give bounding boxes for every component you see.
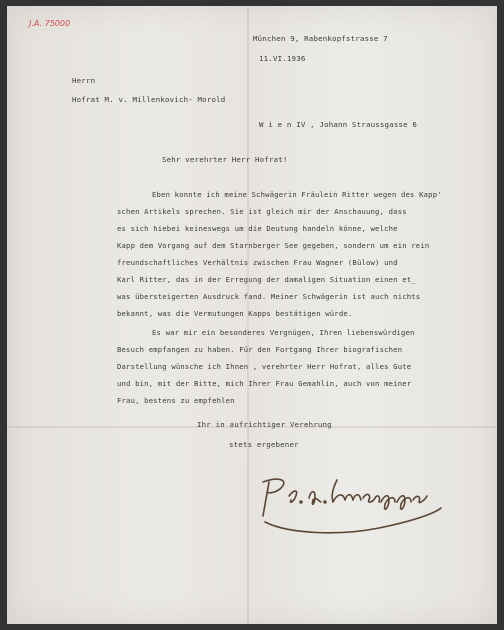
- body-line: es sich hiebei keineswegs um die Deutung handeln könne, welche: [117, 224, 398, 233]
- archive-mark: J.A. 75000: [29, 19, 71, 28]
- body-line: Besuch empfangen zu haben. Für den Fortgang Ihrer biografischen: [117, 345, 403, 354]
- body-line: Es war mir ein besonderes Vergnügen, Ihren liebenswürdigen: [152, 328, 415, 337]
- closing-line: Ihr in aufrichtiger Verehrung: [197, 420, 332, 429]
- recipient-name: Hofrat M. v. Millenkovich- Morold: [72, 95, 226, 104]
- body-line: was übersteigerten Ausdruck fand. Meiner Schwägerin ist auch nichts: [117, 292, 421, 301]
- body-line: schen Artikels sprechen. Sie ist gleich mir der Anschauung, dass: [117, 207, 407, 216]
- handwritten-signature: [259, 474, 449, 539]
- body-line: Frau, bestens zu empfehlen: [117, 396, 235, 405]
- body-line: und bin, mit der Bitte, mich Ihrer Frau Gemahlin, auch von meiner: [117, 379, 412, 388]
- letter-sheet: [7, 6, 497, 624]
- body-line: bekannt, was die Vermutungen Kapps bestätigen würde.: [117, 309, 353, 318]
- recipient-address: W i e n IV , Johann Straussgasse 6: [259, 120, 418, 129]
- body-line: Kapp dem Vorgang auf dem Starnberger See gegeben, sondern um ein rein: [117, 241, 430, 250]
- greeting: Sehr verehrter Herr Hofrat!: [162, 155, 288, 164]
- body-line: Karl Ritter, das in der Erregung der damaligen Situation einen et_: [117, 275, 416, 284]
- body-line: Eben konnte ich meine Schwägerin Fräulein Ritter wegen des Kapp': [152, 190, 442, 199]
- recipient-salutation: Herrn: [72, 76, 96, 85]
- closing-line: stets ergebener: [229, 440, 299, 449]
- body-line: freundschaftliches Verhältnis zwischen Frau Wagner (Bülow) und: [117, 258, 398, 267]
- letter-date: 11.VI.1936: [259, 54, 306, 63]
- sender-address: München 9, Rabenkopfstrasse 7: [253, 34, 388, 43]
- body-line: Darstellung wünsche ich Ihnen , verehrter Herr Hofrat, alles Gute: [117, 362, 412, 371]
